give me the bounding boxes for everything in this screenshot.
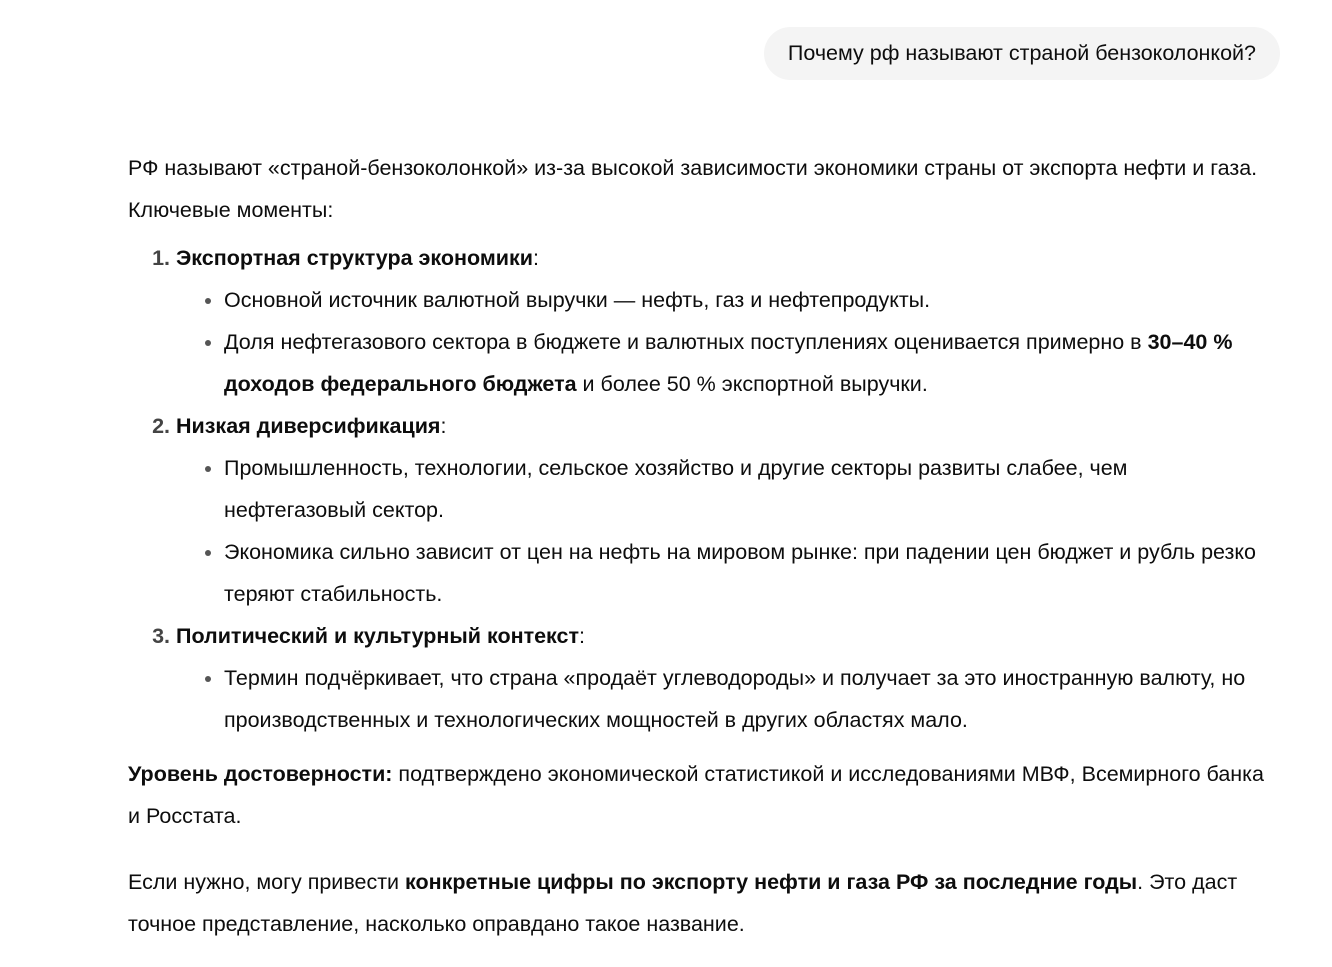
item-title: Экспортная структура экономики: [176, 246, 533, 270]
bullet-text: Доля нефтегазового сектора в бюджете и валютных поступлениях оценивается примерно в: [224, 330, 1142, 354]
reliability-note: [128, 753, 1268, 837]
list-item: 3. Политический и культурный контекст: • Термин подчёркивает, что страна «продаёт углеводороды» и получает за это иностранную валюту, но производственных и технологических мощностей в других областях мало.: [176, 615, 1268, 741]
bullet-bold: 30–40 % доходов федерального бюджета: [224, 330, 1233, 396]
bullet: • Промышленность, технологии, сельское хозяйство и другие секторы развиты слабее, чем нефтегазовый сектор.: [224, 447, 1268, 531]
bullet: • Основной источник валютной выручки — нефть, газ и нефтепродукты.: [224, 279, 1268, 321]
closing-paragraph: [128, 861, 1268, 945]
answer-intro: РФ называют «страной-бензоколонкой» из-за высокой зависимости экономики страны от экспорта нефти и газа. Ключевые моменты:: [128, 156, 1258, 222]
user-message-bubble: Почему рф называют страной бензоколонкой?: [764, 27, 1280, 80]
list-item: 1. Экспортная структура экономики: • Основной источник валютной выручки — нефть, газ и нефтепродукты. • Доля нефтегазового сектора в бюджете и валютных поступлениях оценивается примерно в 30–40 % доходов федерального бюджета и более 50 % экспортной выручки.: [176, 237, 1268, 405]
assistant-answer: [128, 147, 1268, 945]
reliability-text: подтверждено экономической статистикой и исследованиями МВФ, Всемирного банка и Росстата.: [128, 762, 1265, 828]
closing-pre: Если нужно, могу привести: [128, 870, 406, 894]
key-points-list: [128, 237, 1268, 741]
closing-post: . Это даст точное представление, насколько оправдано такое название.: [128, 870, 1238, 936]
bullet: • Экономика сильно зависит от цен на нефть на мировом рынке: при падении цен бюджет и рубль резко теряют стабильность.: [224, 531, 1268, 615]
reliability-label: Уровень достоверности:: [128, 762, 393, 786]
bullet: [224, 321, 1268, 405]
item-title: Низкая диверсификация: [176, 414, 441, 438]
bullet: • Термин подчёркивает, что страна «продаёт углеводороды» и получает за это иностранную валюту, но производственных и технологических мощностей в других областях мало.: [224, 657, 1268, 741]
item-title: Политический и культурный контекст: [176, 624, 580, 648]
closing-bold: конкретные цифры по экспорту нефти и газа РФ за последние годы: [405, 870, 1138, 894]
list-item: 2. Низкая диверсификация: • Промышленность, технологии, сельское хозяйство и другие секторы развиты слабее, чем нефтегазовый сектор. • Экономика сильно зависит от цен на нефть на мировом рынке: при падении цен бюджет и рубль резко теряют стабильность.: [176, 405, 1268, 615]
bullet-tail: и более 50 % экспортной выручки.: [576, 372, 928, 396]
